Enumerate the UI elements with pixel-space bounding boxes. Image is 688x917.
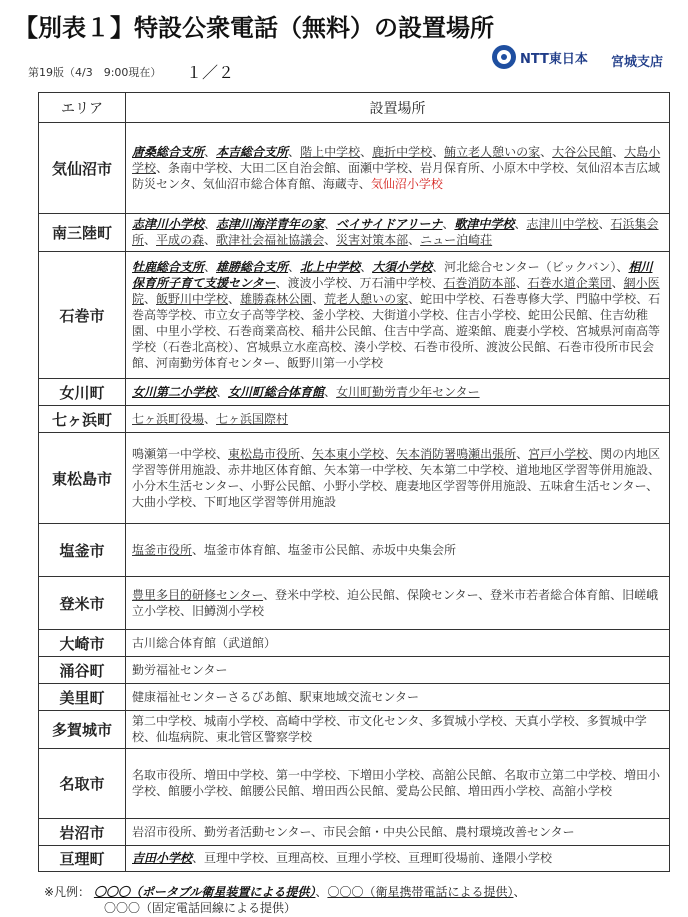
site-entry: 第二中学校、城南小学校、高崎中学校、市文化センタ、多賀城小学校、天真小学校、多賀城中学校、仙塩病院、東北管区警察学校	[132, 714, 647, 744]
site-entry: 名取市役所、増田中学校、第一中学校、下増田小学校、高舘公民館、名取市立第二中学校、増田小学校、館腰小学校、館腰公民館、増田西公民館、愛島公民館、増田西小学校、高舘小学校	[132, 768, 661, 798]
site-entry: 相川保育所子育て支援センター	[132, 259, 653, 290]
site-entry: 大須小学校	[372, 259, 433, 274]
sites-column-header: 設置場所	[126, 93, 670, 123]
table-row	[39, 684, 670, 711]
area-cell: 南三陸町	[39, 214, 126, 252]
site-entry: 石巻消防本部	[443, 275, 516, 290]
site-entry: 、	[312, 291, 325, 306]
ntt-logo-icon	[492, 45, 516, 69]
site-entry: 、	[204, 259, 217, 274]
site-entry: 、塩釜市体育館、塩釜市公民館、赤坂中央集会所	[192, 542, 457, 557]
site-entry: 吉田小学校	[132, 851, 193, 865]
site-entry: 、蛇田中学校、石巻専修大学、門脇中学校、石巻高等学校、市立女子高等学校、釜小学校、大街道小学校、住吉小学校、蛇田公民館、住吉幼稚園、中里小学校、石巻商業高校、稲井公民館、住吉中学高、遊楽館、鹿妻小学校、宮城県河南高等学校（石巻北高校）、宮城県立水産高校、湊小学校、石巻市役所、渡波公民館、石巻市役所市民会館、河南勤労体育センター、飯野川第一小学校	[132, 291, 661, 370]
table-row	[39, 749, 670, 819]
site-entry: 、河北総合センター（ビックバン）、	[432, 259, 629, 274]
table-header-row	[39, 93, 670, 123]
logo-text: NTT東日本	[520, 51, 588, 67]
area-cell: 涌谷町	[39, 657, 126, 684]
site-entry: 鮪立老人憩いの家	[444, 144, 541, 159]
sites-cell	[126, 819, 670, 846]
site-entry: 災害対策本部	[336, 233, 409, 247]
table-body	[39, 123, 670, 872]
site-entry: 、条南中学校、大田二区自治会館、面瀬中学校、岩月保育所、小原木中学校、気仙沼本吉広域防災センタ、気仙沼市総合体育館、海蔵寺、	[132, 160, 661, 191]
sites-cell	[126, 684, 670, 711]
site-entry: 女川第二小学校	[132, 384, 217, 399]
area-column-header: エリア	[39, 93, 126, 123]
site-entry: 気仙沼小学校	[370, 176, 443, 191]
edition-label: 第19版（4/3 9:00現在）	[28, 66, 162, 79]
site-entry: 、	[432, 144, 445, 159]
sites-cell	[126, 123, 670, 214]
sites-cell	[126, 214, 670, 252]
table-row	[39, 123, 670, 214]
site-entry: 勤労福祉センター	[132, 662, 228, 677]
site-entry: ニュー泊崎荘	[420, 233, 493, 247]
branch-name: 宮城支店	[611, 55, 664, 70]
page-number: １／２	[186, 63, 235, 82]
site-entry: 、	[612, 144, 625, 159]
sites-cell	[126, 749, 670, 819]
site-entry: 、	[324, 217, 337, 231]
site-entry: 岩沼市役所、勤労者活動センター、市民会館・中央公民館、農村環境改善センター	[132, 824, 575, 839]
sites-cell	[126, 577, 670, 630]
site-entry: 、亘理中学校、亘理高校、亘理小学校、亘理町役場前、逢隈小学校	[192, 851, 553, 865]
sites-cell	[126, 711, 670, 749]
area-cell: 気仙沼市	[39, 123, 126, 214]
site-entry: 平成の森	[156, 233, 205, 247]
legend-prefix: ※凡例：	[44, 885, 91, 899]
site-entry: 荒老人憩いの家	[324, 291, 409, 306]
site-entry: 、	[324, 384, 337, 399]
area-cell: 亘理町	[39, 846, 126, 872]
site-entry: 志津川小学校	[132, 217, 205, 231]
site-entry: 、関の内地区学習等併用施設、赤井地区体育館、矢本第一中学校、矢本第二中学校、道地地区学習等併用施設、小分木生活センター、小野公民館、小野小学校、鹿妻地区学習等併用施設、五味倉生活センター、大曲小学校、下町地区学習等併用施設	[132, 446, 661, 509]
table-row	[39, 657, 670, 684]
table-row	[39, 214, 670, 252]
site-entry: 、	[216, 384, 229, 399]
site-entry: 、	[204, 144, 217, 159]
area-cell: 女川町	[39, 379, 126, 406]
site-entry: 七ヶ浜町役場	[132, 411, 205, 426]
site-entry: 、	[442, 217, 455, 231]
site-entry: 大島小学校	[132, 144, 661, 175]
site-entry: 、	[228, 291, 241, 306]
site-entry: 東松島市役所	[228, 446, 301, 461]
site-entry: 、	[324, 233, 337, 247]
site-entry: 、	[360, 259, 373, 274]
site-entry: 豊里多目的研修センター	[132, 587, 264, 602]
sites-cell	[126, 433, 670, 524]
site-entry: 、	[408, 233, 421, 247]
legend-line: 〇〇〇（固定電話回線による提供）	[104, 901, 297, 915]
table-row	[39, 252, 670, 379]
site-entry: 、	[300, 446, 313, 461]
site-entry: 、	[598, 217, 611, 231]
site-entry: 古川総合体育館（武道館）	[132, 635, 277, 650]
legend-satellite: 〇〇〇（ポータブル衛星装置による提供）	[93, 885, 316, 899]
site-entry: 矢本東小学校	[312, 446, 385, 461]
site-entry: ベイサイドアリーナ	[336, 217, 443, 231]
site-entry: 、	[204, 411, 217, 426]
table-row	[39, 846, 670, 872]
site-entry: 網小医院	[132, 275, 660, 306]
site-entry: 北上中学校	[300, 259, 361, 274]
site-entry: 、	[204, 217, 217, 231]
site-entry: 宮戸小学校	[528, 446, 589, 461]
legend-mobile: 〇〇〇（衛星携帯電話による提供）	[327, 885, 514, 899]
site-entry: 雄勝森林公園	[240, 291, 313, 306]
site-entry: 、	[288, 144, 301, 159]
legend	[44, 884, 525, 916]
site-entry: 塩釜市役所	[132, 542, 193, 557]
site-entry: 、	[384, 446, 397, 461]
site-entry: 、	[360, 144, 373, 159]
table-row	[39, 524, 670, 577]
site-entry: 、	[611, 275, 624, 290]
site-entry: 雄勝総合支所	[216, 259, 289, 274]
area-cell: 登米市	[39, 577, 126, 630]
site-entry: 鳴瀬第一中学校、	[132, 446, 229, 461]
area-cell: 塩釜市	[39, 524, 126, 577]
area-cell: 名取市	[39, 749, 126, 819]
site-entry: 牡鹿総合支所	[132, 259, 205, 274]
site-entry: 歌津社会福祉協議会	[216, 233, 325, 247]
area-cell: 岩沼市	[39, 819, 126, 846]
area-cell: 美里町	[39, 684, 126, 711]
table-row	[39, 406, 670, 433]
site-entry: 矢本消防署鳴瀬出張所	[396, 446, 517, 461]
table-row	[39, 819, 670, 846]
legend-separator-2: 、	[513, 885, 526, 899]
site-entry: 石巻水道企業団	[527, 275, 612, 290]
site-entry: 女川町勤労青少年センター	[336, 384, 480, 399]
site-entry: 石浜集会所	[132, 217, 659, 247]
site-entry: 大谷公民館	[552, 144, 613, 159]
site-entry: 階上中学校	[300, 144, 361, 159]
sites-cell	[126, 406, 670, 433]
site-entry: 、	[514, 217, 527, 231]
site-entry: 、	[540, 144, 553, 159]
sites-cell	[126, 252, 670, 379]
site-entry: 七ヶ浜国際村	[216, 411, 289, 426]
area-cell: 東松島市	[39, 433, 126, 524]
site-entry: 本吉総合支所	[216, 144, 289, 159]
table-row	[39, 711, 670, 749]
table-row	[39, 433, 670, 524]
area-cell: 石巻市	[39, 252, 126, 379]
ntt-logo	[492, 45, 588, 69]
site-entry: 歌津中学校	[454, 217, 515, 231]
site-entry: 、登米中学校、迫公民館、保険センター、登米市若者総合体育館、旧嵯峨立小学校、旧鱒渕小学校	[132, 587, 659, 618]
site-entry: 健康福祉センターさるびあ館、駅東地域交流センター	[132, 689, 420, 704]
sites-cell	[126, 524, 670, 577]
site-entry: 、	[204, 233, 217, 247]
table-row	[39, 577, 670, 630]
site-entry: 、	[144, 291, 157, 306]
sites-cell	[126, 846, 670, 872]
site-entry: 志津川海洋青年の家	[216, 217, 325, 231]
sites-cell	[126, 657, 670, 684]
site-entry: 鹿折中学校	[372, 144, 433, 159]
site-entry: 、	[515, 275, 528, 290]
table-row	[39, 630, 670, 657]
sites-cell	[126, 379, 670, 406]
area-cell: 七ヶ浜町	[39, 406, 126, 433]
site-entry: 、渡波小学校、万石浦中学校、	[275, 275, 444, 290]
legend-separator: 、	[315, 885, 328, 899]
site-entry: 唐桑総合支所	[132, 144, 205, 159]
site-entry: 、	[144, 233, 157, 247]
site-entry: 、	[288, 259, 301, 274]
area-cell: 多賀城市	[39, 711, 126, 749]
page-title: 【別表１】特設公衆電話（無料）の設置場所	[14, 14, 494, 42]
site-entry: 飯野川中学校	[156, 291, 229, 306]
location-table	[38, 92, 670, 872]
table-row	[39, 379, 670, 406]
site-entry: 、	[516, 446, 529, 461]
site-entry: 女川町総合体育館	[228, 384, 325, 399]
area-cell: 大崎市	[39, 630, 126, 657]
site-entry: 志津川中学校	[526, 217, 599, 231]
sites-cell	[126, 630, 670, 657]
